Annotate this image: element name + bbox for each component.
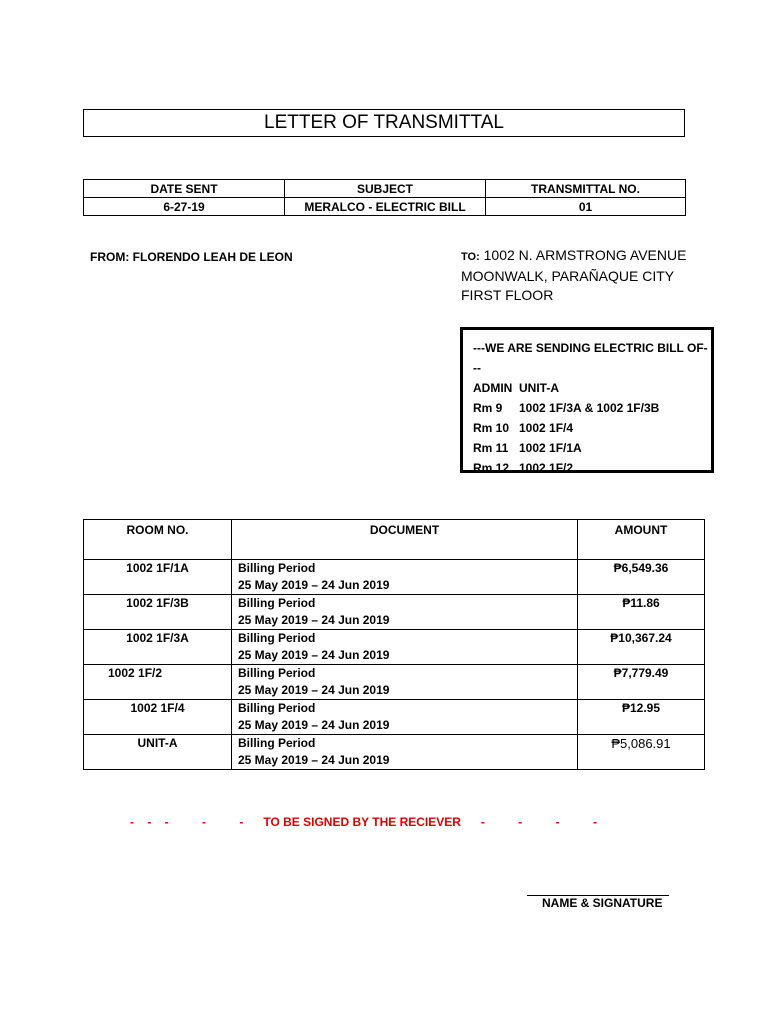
notice-row bbox=[473, 438, 711, 458]
table-row bbox=[84, 630, 705, 665]
doc-period: 25 May 2019 – 24 Jun 2019 bbox=[238, 613, 390, 627]
room-cell: 1002 1F/4 bbox=[84, 700, 232, 735]
room-cell: 1002 1F/3A bbox=[84, 630, 232, 665]
document-cell bbox=[232, 595, 578, 630]
document-cell bbox=[232, 560, 578, 595]
notice-room: Rm 12 bbox=[473, 461, 510, 475]
notice-box bbox=[460, 327, 714, 473]
notice-unit: 1002 1F/2 bbox=[519, 461, 574, 475]
notice-row bbox=[473, 418, 711, 438]
doc-period: 25 May 2019 – 24 Jun 2019 bbox=[238, 753, 390, 767]
doc-title: Billing Period bbox=[238, 666, 316, 680]
transmittal-no-value: 01 bbox=[486, 198, 686, 216]
doc-title: Billing Period bbox=[238, 596, 316, 610]
document-cell bbox=[232, 700, 578, 735]
room-cell: 1002 1F/1A bbox=[84, 560, 232, 595]
notice-row bbox=[473, 458, 711, 478]
table-row bbox=[84, 735, 705, 770]
table-row bbox=[84, 198, 686, 216]
signer-note: - - - - - TO BE SIGNED BY THE RECIEVER - - - - bbox=[130, 815, 597, 829]
header-date-sent: DATE SENT bbox=[84, 180, 285, 198]
subject-value: MERALCO - ELECTRIC BILL bbox=[285, 198, 486, 216]
doc-period: 25 May 2019 – 24 Jun 2019 bbox=[238, 578, 390, 592]
to-label: TO: bbox=[461, 251, 480, 263]
document-cell bbox=[232, 630, 578, 665]
header-subject: SUBJECT bbox=[285, 180, 486, 198]
notice-unit: 1002 1F/1A bbox=[519, 441, 582, 455]
header-room-no: ROOM NO. bbox=[84, 520, 232, 560]
notice-room: Rm 11 bbox=[473, 441, 509, 455]
notice-row bbox=[473, 398, 711, 418]
doc-title: Billing Period bbox=[238, 701, 316, 715]
to-line-3: FIRST FLOOR bbox=[461, 287, 554, 303]
notice-room: Rm 10 bbox=[473, 421, 510, 435]
notice-row bbox=[473, 378, 711, 398]
notice-unit: UNIT-A bbox=[519, 381, 559, 395]
doc-period: 25 May 2019 – 24 Jun 2019 bbox=[238, 683, 390, 697]
doc-period: 25 May 2019 – 24 Jun 2019 bbox=[238, 718, 390, 732]
from-line: FROM: FLORENDO LEAH DE LEON bbox=[90, 250, 293, 264]
room-cell: 1002 1F/3B bbox=[84, 595, 232, 630]
date-sent-value: 6-27-19 bbox=[84, 198, 285, 216]
table-row bbox=[84, 665, 705, 700]
room-cell: UNIT-A bbox=[84, 735, 232, 770]
billing-table bbox=[83, 519, 705, 770]
document-cell bbox=[232, 665, 578, 700]
doc-title: Billing Period bbox=[238, 631, 316, 645]
signature-label: NAME & SIGNATURE bbox=[542, 896, 663, 910]
header-amount: AMOUNT bbox=[578, 520, 705, 560]
doc-title: Billing Period bbox=[238, 736, 316, 750]
notice-room: ADMIN bbox=[473, 381, 513, 395]
notice-heading: ---WE ARE SENDING ELECTRIC BILL OF--- bbox=[473, 341, 708, 375]
doc-title: Billing Period bbox=[238, 561, 316, 575]
room-cell: 1002 1F/2 bbox=[84, 665, 232, 700]
to-line-1: 1002 N. ARMSTRONG AVENUE bbox=[483, 247, 687, 263]
transmittal-meta-table bbox=[83, 179, 686, 216]
table-row bbox=[84, 595, 705, 630]
amount-cell: ₱10,367.24 bbox=[578, 630, 705, 665]
amount-cell: ₱5,086.91 bbox=[578, 735, 705, 770]
amount-cell: ₱7,779.49 bbox=[578, 665, 705, 700]
document-cell bbox=[232, 735, 578, 770]
document-title: LETTER OF TRANSMITTAL bbox=[83, 109, 685, 137]
to-line-2: MOONWALK, PARAÑAQUE CITY bbox=[461, 268, 675, 284]
header-transmittal-no: TRANSMITTAL NO. bbox=[486, 180, 686, 198]
to-address bbox=[461, 246, 686, 305]
table-header-row bbox=[84, 180, 686, 198]
notice-unit: 1002 1F/3A & 1002 1F/3B bbox=[519, 401, 660, 415]
notice-room: Rm 9 bbox=[473, 401, 503, 415]
table-row bbox=[84, 560, 705, 595]
table-header-row bbox=[84, 520, 705, 560]
amount-cell: ₱12.95 bbox=[578, 700, 705, 735]
table-row bbox=[84, 700, 705, 735]
notice-unit: 1002 1F/4 bbox=[519, 421, 574, 435]
header-document: DOCUMENT bbox=[232, 520, 578, 560]
amount-cell: ₱11.86 bbox=[578, 595, 705, 630]
doc-period: 25 May 2019 – 24 Jun 2019 bbox=[238, 648, 390, 662]
amount-cell: ₱6,549.36 bbox=[578, 560, 705, 595]
